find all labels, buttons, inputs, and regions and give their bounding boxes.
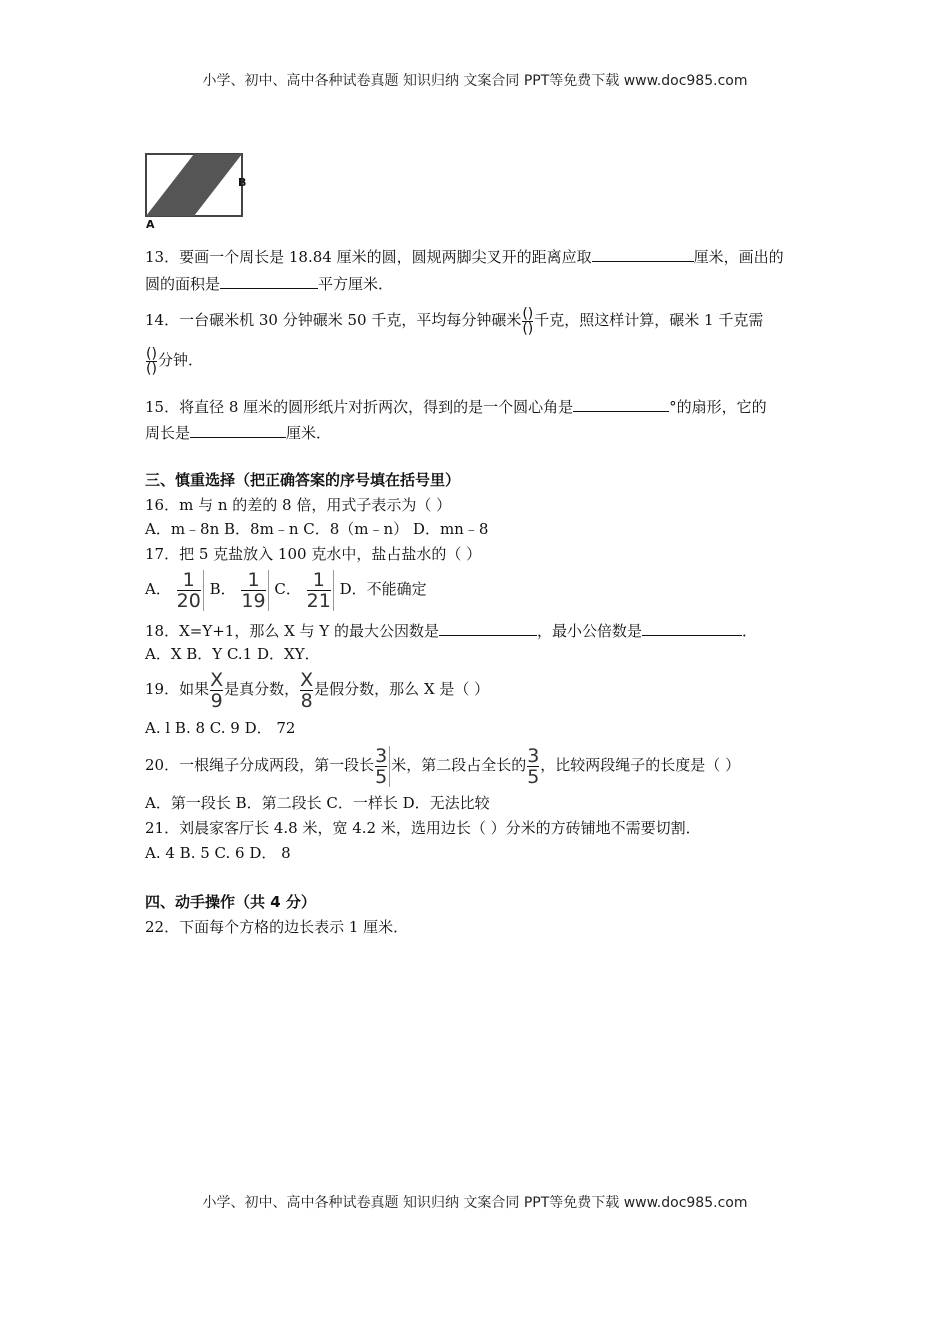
q18-question xyxy=(145,621,757,640)
q17-options xyxy=(145,566,427,612)
q15-blank-1[interactable] xyxy=(573,397,669,412)
q19-text: 19．如果 xyxy=(145,680,210,698)
q18-text-2: ，最小公倍数是 xyxy=(537,622,643,640)
q13-text-2: 厘米，画出的 xyxy=(693,248,784,266)
shaded-parallelogram xyxy=(146,154,242,216)
q19-fraction-1 xyxy=(210,670,223,711)
q17-fraction-b xyxy=(241,570,268,611)
q17-option-c: C． xyxy=(274,580,301,598)
q20-fraction-2 xyxy=(527,746,539,787)
q17-option-b: B． xyxy=(209,580,236,598)
frac-num: 1 xyxy=(247,568,260,591)
q20-text-2: 米，第二段占全长的 xyxy=(391,756,527,774)
frac-den: 9 xyxy=(210,689,223,712)
q19-question xyxy=(145,666,489,712)
q18-text-3: ． xyxy=(742,622,758,640)
q14-fraction-1 xyxy=(522,307,533,336)
frac-den: 8 xyxy=(300,689,313,712)
frac-num: 1 xyxy=(312,568,325,591)
frac-den: 20 xyxy=(176,589,201,612)
q13-text-3: 圆的面积是 xyxy=(145,275,221,293)
page-footer: 小学、初中、高中各种试卷真题 知识归纳 文案合同 PPT等免费下载 www.doc985.com xyxy=(202,1195,748,1211)
q16-options: A．m﹣8n B．8m﹣n C．8（m﹣n） D．mn﹣8 xyxy=(145,520,489,538)
q17-fraction-a xyxy=(177,570,204,611)
q19-text-2: 是真分数， xyxy=(224,680,300,698)
q18-text: 18．X=Y+1，那么 X 与 Y 的最大公因数是 xyxy=(145,622,440,640)
q15-text-3: 周长是 xyxy=(145,424,191,442)
q17-option-d: D．不能确定 xyxy=(339,580,427,598)
q14-fraction-2 xyxy=(146,347,157,376)
frac-num: 1 xyxy=(182,568,195,591)
figure-svg xyxy=(138,148,256,234)
q15-text: 15．将直径 8 厘米的圆形纸片对折两次，得到的是一个圆心角是 xyxy=(145,398,574,416)
q13-blank-2[interactable] xyxy=(220,274,318,289)
q20-options: A．第一段长 B．第二段长 C．一样长 D．无法比较 xyxy=(145,794,490,812)
q15-line2 xyxy=(145,423,331,442)
q17-option-a: A． xyxy=(145,580,171,598)
q15-blank-2[interactable] xyxy=(190,423,286,438)
parallelogram-figure xyxy=(138,148,256,234)
q13-text: 13．要画一个周长是 18.84 厘米的圆，圆规两脚尖叉开的距离应取 xyxy=(145,248,592,266)
section-3-title: 三、慎重选择（把正确答案的序号填在括号里） xyxy=(145,471,461,489)
frac-den: 19 xyxy=(241,589,266,612)
q14-text: 14．一台碾米机 30 分钟碾米 50 千克，平均每分钟碾米 xyxy=(145,311,522,329)
q19-options: A. l B. 8 C. 9 D． 72 xyxy=(145,719,296,737)
q14-line1 xyxy=(145,303,763,337)
frac-num: () xyxy=(146,345,157,362)
q17-question: 17．把 5 克盐放入 100 克水中，盐占盐水的（ ） xyxy=(145,545,482,563)
q20-fraction-1 xyxy=(375,746,390,787)
q18-blank-1[interactable] xyxy=(439,621,537,636)
q14-line2 xyxy=(145,343,203,377)
q13-line1 xyxy=(145,247,784,266)
q20-question xyxy=(145,742,740,788)
q17-fraction-c xyxy=(307,570,334,611)
frac-num: X xyxy=(210,668,224,691)
frac-den: () xyxy=(146,360,157,377)
q15-text-2: °的扇形，它的 xyxy=(669,398,767,416)
frac-den: 5 xyxy=(527,765,540,788)
frac-num: 3 xyxy=(375,744,388,767)
label-a: A xyxy=(146,218,155,231)
frac-den: () xyxy=(522,320,534,337)
frac-den: 21 xyxy=(306,589,331,612)
q21-question: 21．刘晨家客厅长 4.8 米，宽 4.2 米，选用边长（ ）分米的方砖铺地不需要切割． xyxy=(145,819,701,837)
frac-num: 3 xyxy=(527,744,540,767)
frac-num: () xyxy=(522,305,534,322)
q16-question: 16．m 与 n 的差的 8 倍，用式子表示为（ ） xyxy=(145,496,452,514)
q15-text-4: 厘米． xyxy=(286,424,332,442)
frac-num: X xyxy=(300,668,314,691)
q13-text-4: 平方厘米． xyxy=(318,275,394,293)
q19-fraction-2 xyxy=(300,670,313,711)
frac-den: 5 xyxy=(375,765,388,788)
q21-options: A. 4 B. 5 C. 6 D． 8 xyxy=(145,844,291,862)
section-4-title: 四、动手操作（共 4 分） xyxy=(145,893,316,911)
q22-question: 22．下面每个方格的边长表示 1 厘米． xyxy=(145,918,409,936)
q20-text-3: ，比较两段绳子的长度是（ ） xyxy=(540,756,741,774)
q14-text-3: 分钟． xyxy=(157,351,203,369)
q18-options: A．X B．Y C.1 D．XY． xyxy=(145,645,320,663)
q15-line1 xyxy=(145,397,767,416)
label-b: B xyxy=(238,176,247,189)
q18-blank-2[interactable] xyxy=(642,621,742,636)
q14-text-2: 千克，照这样计算，碾米 1 千克需 xyxy=(534,311,764,329)
page-header: 小学、初中、高中各种试卷真题 知识归纳 文案合同 PPT等免费下载 www.doc985.com xyxy=(202,73,748,89)
q20-text: 20．一根绳子分成两段，第一段长 xyxy=(145,756,375,774)
q13-blank-1[interactable] xyxy=(592,247,694,262)
q19-text-3: 是假分数，那么 X 是（ ） xyxy=(314,680,490,698)
q13-line2 xyxy=(145,274,393,293)
